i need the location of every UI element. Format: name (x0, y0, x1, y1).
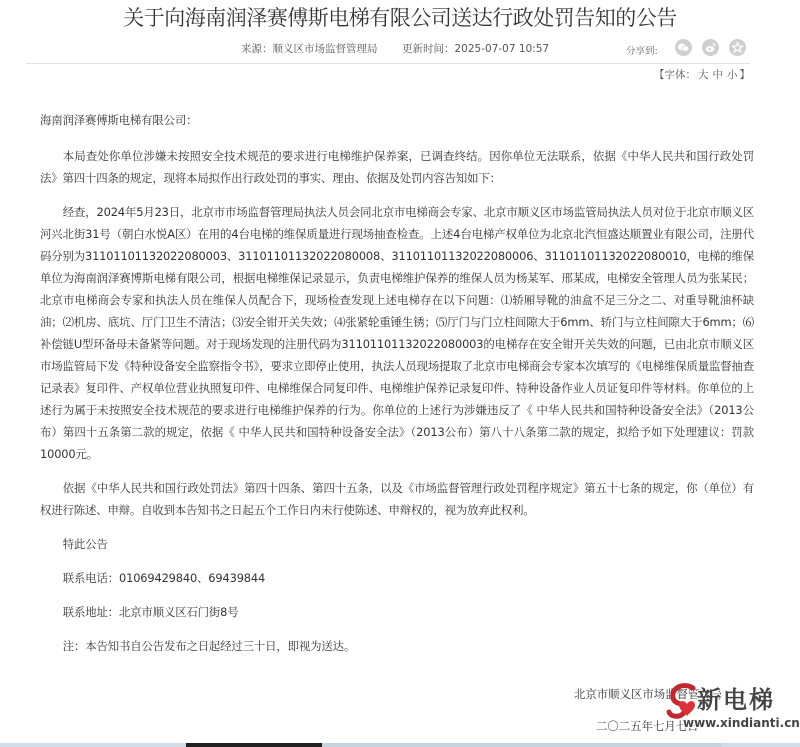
source-label: 来源：顺义区市场监督管理局 (241, 43, 378, 55)
font-size-open: 【字体： (654, 69, 696, 81)
article-body (40, 109, 754, 669)
contact-address: 联系地址：北京市顺义区石门街8号 (62, 605, 239, 619)
paragraph-intro: 本局查处你单位涉嫌未按照安全技术规范的要求进行电梯维护保养案，已调查终结。因你单位无法联系，依据《中华人民共和国行政处罚法》第四十四条的规定，现将本局拟作出行政处罚的事实、理由、依据及处罚内容告知如下： (40, 149, 754, 185)
share-label: 分享到: (626, 46, 658, 57)
paragraph-facts: 经查，2024年5月23日，北京市市场监督管理局执法人员会同北京市电梯商会专家、北京市顺义区市场监管局执法人员对位于北京市顺义区河兴北街31号（朝白水悦A区）在用的4台电梯的维保质量进行现场抽查检查。上述4台电梯产权单位为北京北汽恒盛达顺置业有限公司，注册代码分别为31101101132022080003、31101101132022080008、31101101132022080006、31101101132022080010，电梯的维保单位为海南润泽赛博斯电梯有限公司，根据电梯维保记录显示，负责电梯维护保养的维保人员为杨某军、邢某成，电梯安全管理人员为张某民；北京市电梯商会专家和执法人员在维保人员配合下，现场检查发现上述电梯存在以下问题：⑴轿厢导靴的油盒不足三分之二、对重导靴油杯缺油；⑵机房、底坑、厅门卫生不清洁；⑶安全钳开关失效；⑷张紧轮重锤生锈；⑸厅门与门立柱间隙大于6mm、轿门与立柱间隙大于6mm；⑹补偿链U型环备母未备紧等问题。对于现场发现的注册代码为31101101132022080003的电梯存在安全钳开关失效的问题，已由北京市顺义区市场监管局下发《特种设备安全监察指令书》，要求立即停止使用，执法人员现场提取了北京市电梯商会专家本次填写的《电梯维保质量监督抽查记录表》复印件、产权单位营业执照复印件、电梯维保合同复印件、电梯维护保养记录复印件、特种设备作业人员证复印件等材料。你单位的上述行为属于未按照安全技术规范的要求进行电梯维护保养的行为。你单位的上述行为涉嫌违反了《 中华人民共和国特种设备安全法》（2013公布）第四十五条第二款的规定，依据《 中华人民共和国特种设备安全法》（2013公布）第八十八条第二款的规定，拟给予如下处理建议：罚款10000元。 (40, 205, 754, 461)
article-meta (0, 38, 800, 58)
watermark-url: www.xindianti.cn (683, 716, 800, 730)
bottom-scrollbar (0, 743, 800, 747)
font-size-small[interactable]: 小 (727, 69, 738, 81)
watermark-brand: 新电梯 (697, 686, 775, 714)
signature-authority: 北京市顺义区市场监督管理局 (574, 687, 723, 701)
notice-note: 注：本告知书自公告发布之日起经过三十日，即视为送达。 (62, 639, 356, 653)
font-size-medium[interactable]: 中 (712, 69, 723, 81)
wechat-icon[interactable] (675, 39, 692, 56)
update-time: 更新时间：2025-07-07 10:57 (402, 43, 550, 55)
font-size-close: 】 (739, 69, 750, 81)
header-divider (26, 63, 750, 64)
bottom-bar-segment (186, 743, 322, 747)
salutation: 海南润泽赛傅斯电梯有限公司： (40, 113, 198, 127)
paragraph-rights: 依据《中华人民共和国行政处罚法》第四十四条、第四十五条，以及《市场监督管理行政处罚程序规定》第五十七条的规定，你（单位）有权进行陈述、申辩。自收到本告知书之日起五个工作日内未行使陈述、申辩权的，视为放弃此权利。 (40, 481, 754, 517)
font-size-large[interactable]: 大 (698, 69, 709, 81)
signature-date: 二〇二五年七月七日 (596, 719, 699, 733)
weibo-icon[interactable] (702, 39, 719, 56)
bottom-bar-segment (322, 743, 722, 747)
closing-text: 特此公告 (62, 537, 108, 551)
page-title: 关于向海南润泽赛傅斯电梯有限公司送达行政处罚告知的公告 (123, 6, 677, 30)
star-icon[interactable] (729, 39, 746, 56)
font-size-selector (0, 67, 750, 83)
contact-phone: 联系电话：01069429840、69439844 (62, 571, 266, 585)
